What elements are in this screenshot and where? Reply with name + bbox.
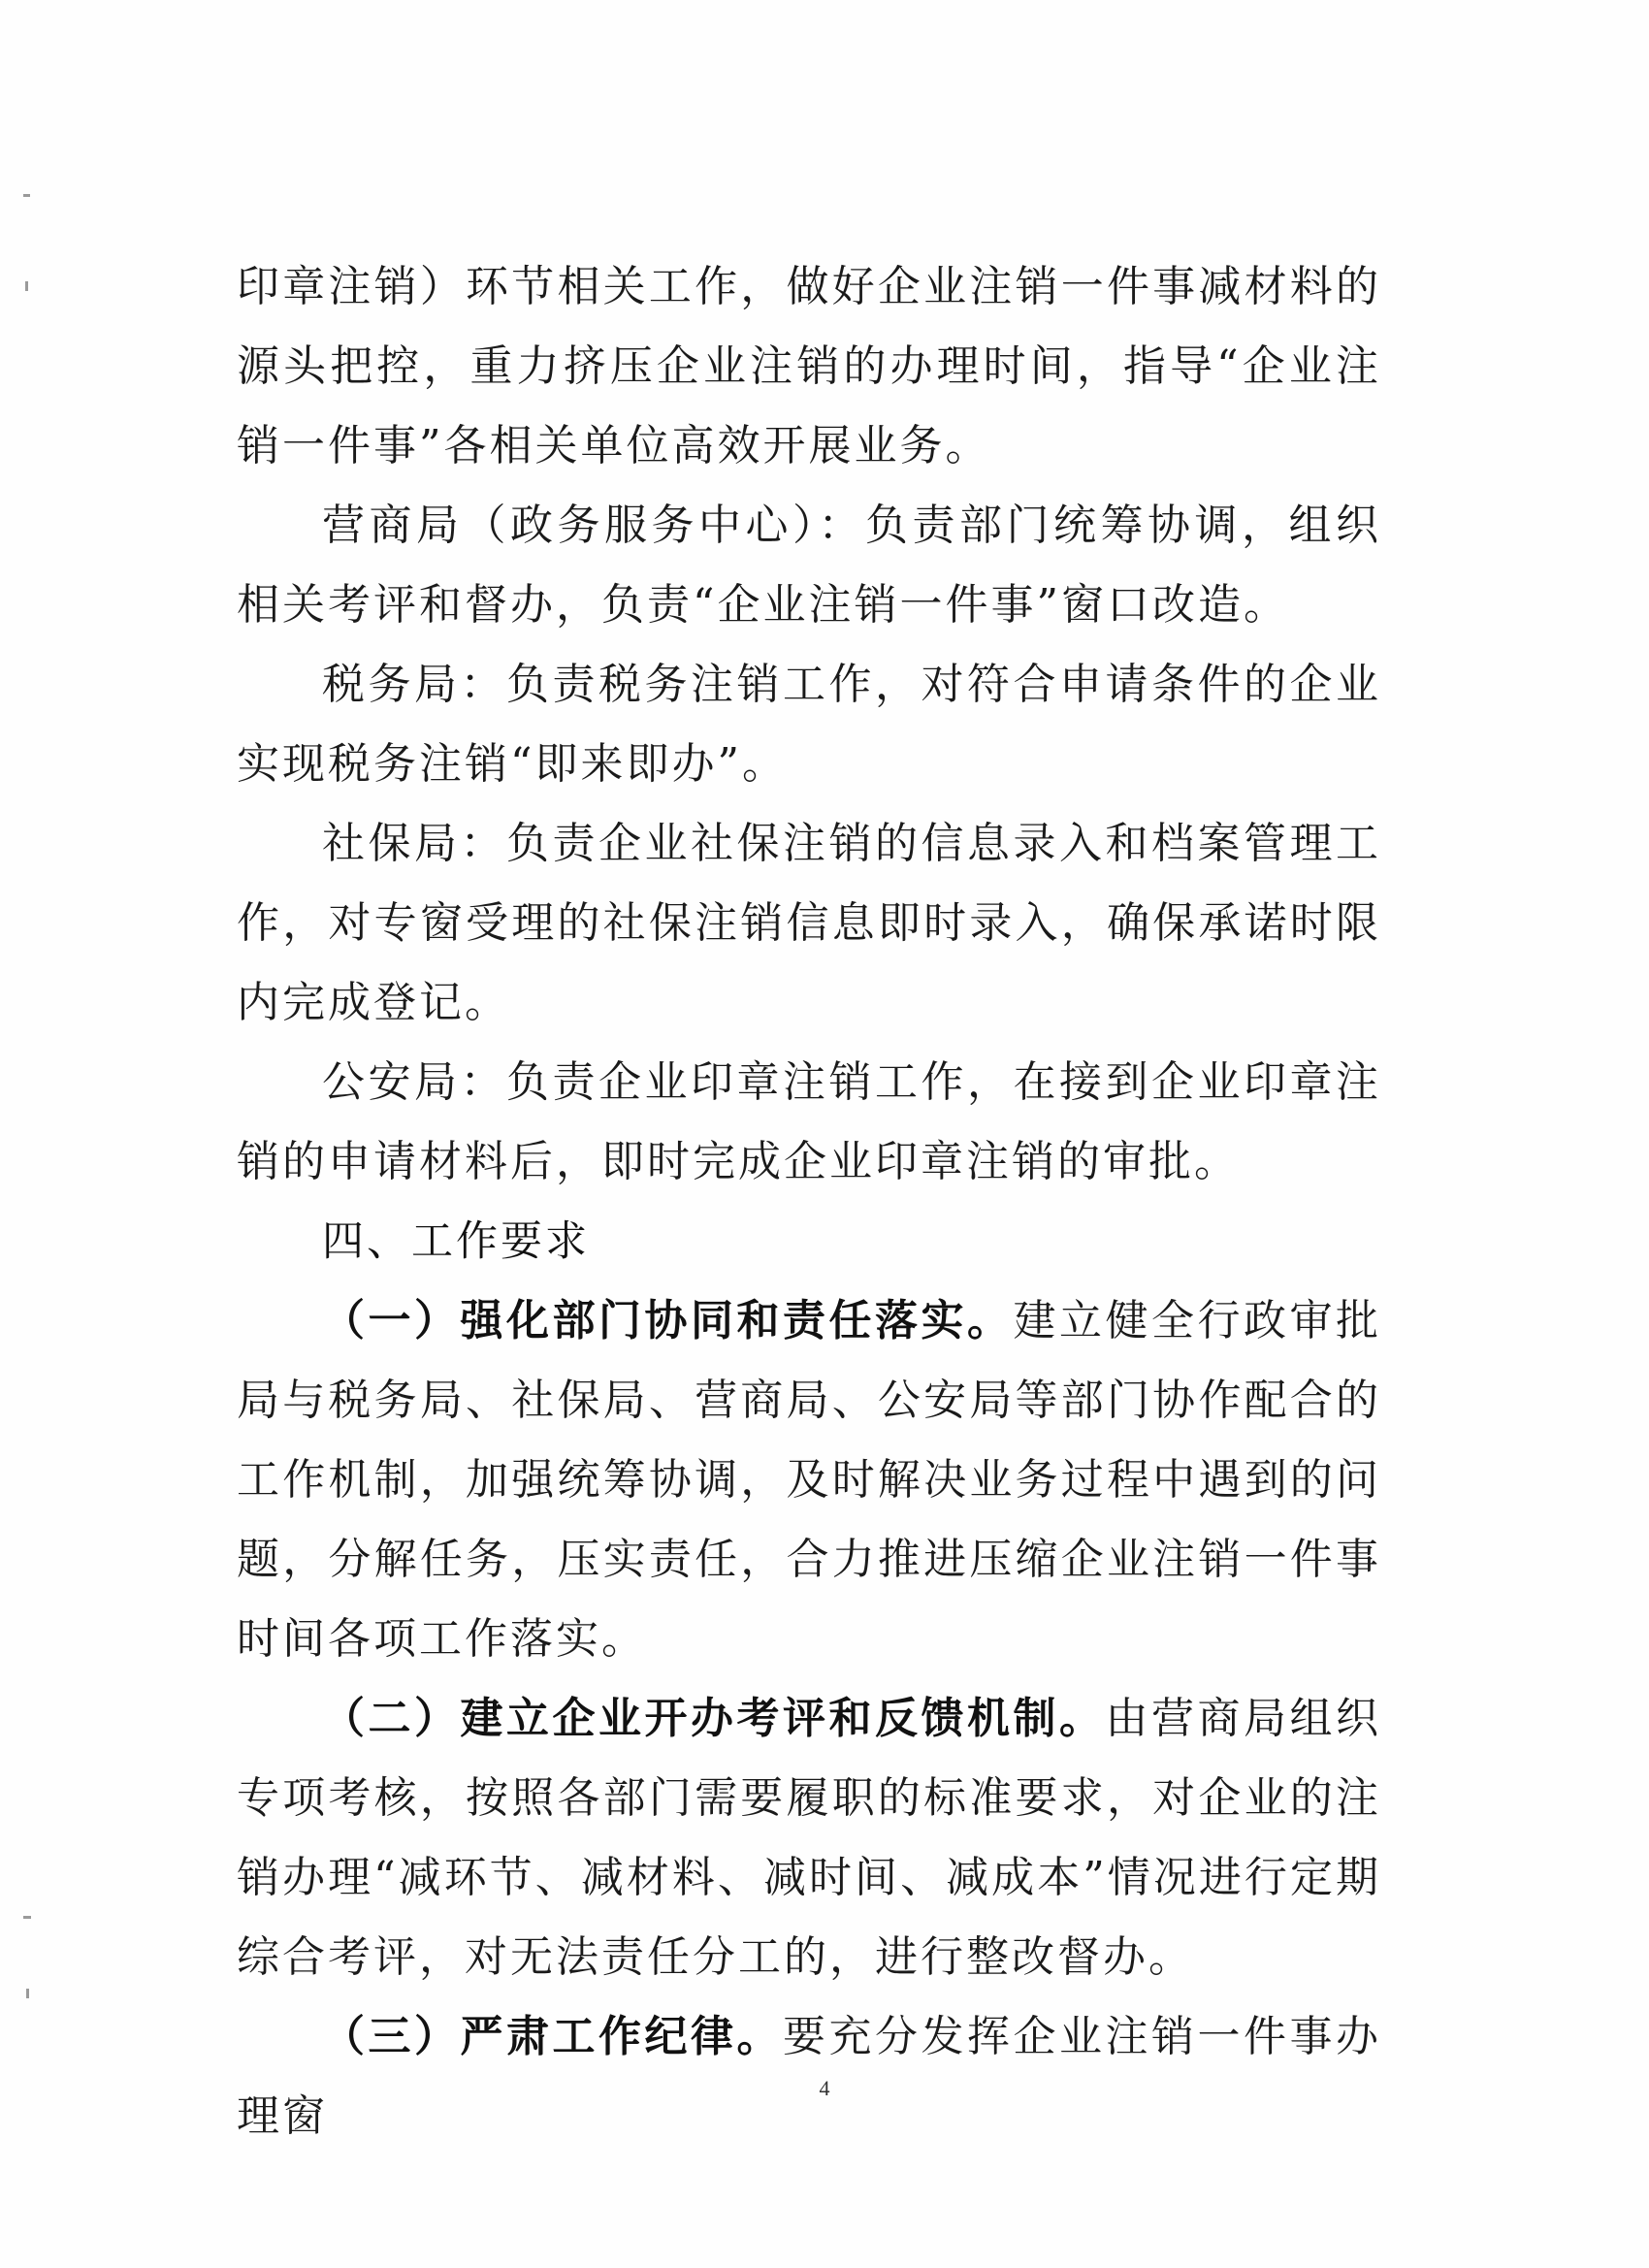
page-number: 4	[819, 2076, 830, 2100]
paragraph-requirement-1	[237, 1281, 1381, 1679]
requirement-3-text: 要充分发挥企业注销一件事办理窗	[237, 2012, 1381, 2141]
scan-mark-lower	[23, 1916, 31, 1919]
scan-mark-bottom	[26, 1989, 29, 1998]
paragraph-public-security-bureau: 公安局：负责企业印章注销工作，在接到企业印章注销的申请材料后，即时完成企业印章注销的审批。	[237, 1057, 1381, 1186]
paragraph-social-security-bureau: 社保局：负责企业社保注销的信息录入和档案管理工作，对专窗受理的社保注销信息即时录入，确保承诺时限内完成登记。	[237, 819, 1381, 1027]
scan-mark-top	[23, 194, 30, 197]
paragraph-business-bureau: 营商局（政务服务中心）：负责部门统筹协调，组织相关考评和督办，负责“企业注销一件事”窗口改造。	[237, 501, 1381, 630]
requirement-1-text: 建立健全行政审批局与税务局、社保局、营商局、公安局等部门协作配合的工作机制，加强统筹协调，及时解决业务过程中遇到的问题，分解任务，压实责任，合力推进压缩企业注销一件事时间各项工作落实。	[237, 1296, 1381, 1664]
requirement-3-title: （三）严肃工作纪律。	[322, 2012, 783, 2061]
paragraph-requirement-2	[237, 1679, 1381, 1997]
requirement-2-title: （二）建立企业开办考评和反馈机制。	[322, 1694, 1106, 1743]
paragraph-continuation: 印章注销）环节相关工作，做好企业注销一件事减材料的源头把控，重力挤压企业注销的办理时间，指导“企业注销一件事”各相关单位高效开展业务。	[237, 262, 1381, 470]
paragraph-tax-bureau: 税务局：负责税务注销工作，对符合申请条件的企业实现税务注销“即来即办”。	[237, 660, 1381, 789]
scan-mark-upper	[25, 281, 28, 291]
requirement-1-title: （一）强化部门协同和责任落实。	[322, 1296, 1014, 1345]
requirement-2-text: 由营商局组织专项考核，按照各部门需要履职的标准要求，对企业的注销办理“减环节、减材料、减时间、减成本”情况进行定期综合考评，对无法责任分工的，进行整改督办。	[237, 1694, 1381, 1982]
document-body	[237, 247, 1381, 2156]
section-heading-work-requirements: 四、工作要求	[322, 1217, 590, 1266]
